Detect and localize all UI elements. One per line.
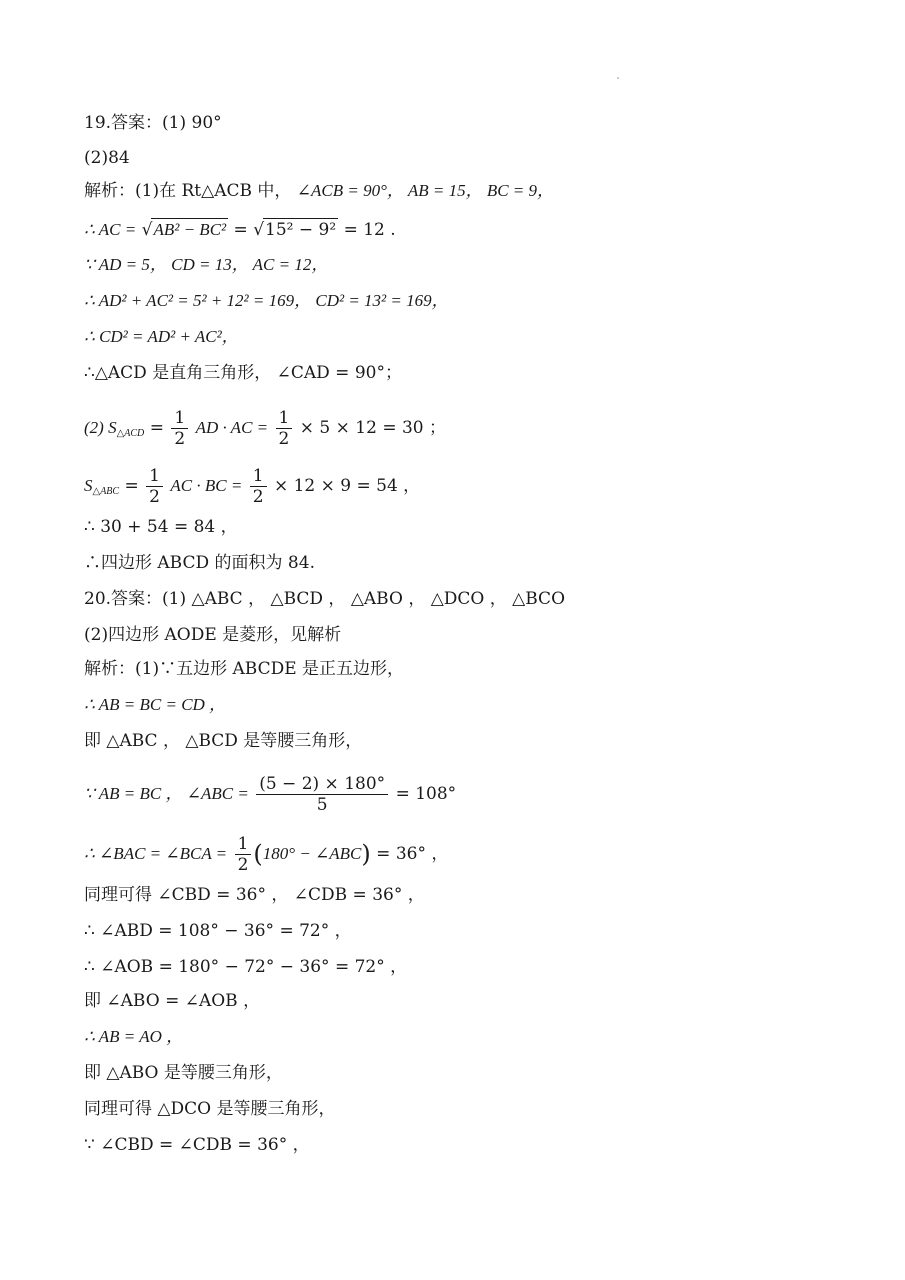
q20-step-ab-ao: ∴ AB = AO ， xyxy=(84,1027,184,1046)
fraction-half: $\frac{1}{2}$ xyxy=(250,466,267,507)
q20-step-abd: ∴ ∠ABD = 108° − 36° = 72° ， xyxy=(84,921,352,941)
q19-analysis-math: ∠ACB = 90°， AB = 15， BC = 9， xyxy=(296,181,555,200)
q20-bac-end: = 36° ， xyxy=(376,844,449,864)
q19-analysis-prefix: 解析：(1)在 Rt△ACB 中， xyxy=(84,181,292,201)
q19-area-abc xyxy=(84,466,420,507)
q20-step-angles-eq: 即 ∠ABO = ∠AOB ， xyxy=(84,991,261,1011)
q19-step-ac xyxy=(84,218,396,241)
q20-analysis-start: 解析：(1)∵五边形 ABCDE 是正五边形， xyxy=(84,659,405,679)
q20-abc-den: 5 xyxy=(316,795,328,815)
q20-step-abc xyxy=(84,774,456,815)
q20-step-abo-iso: 即 △ABO 是等腰三角形， xyxy=(84,1063,283,1083)
q20-step-cbd: 同理可得 ∠CBD = 36° ， ∠CDB = 36° ， xyxy=(84,885,425,905)
q19-area2-mid: AC · BC = xyxy=(170,476,243,495)
q19-step-right: ∴△ACD 是直角三角形， ∠CAD = 90°； xyxy=(84,363,402,383)
q19-step-sum: ∴ AD² + AC² = 5² + 12² = 169， CD² = 13² = 169， xyxy=(84,291,449,310)
q20-step-dco-iso: 同理可得 △DCO 是等腰三角形， xyxy=(84,1099,336,1119)
fraction-half: $\frac{1}{2}$ xyxy=(171,408,188,449)
sqrt-symbol: √ xyxy=(141,220,153,240)
q20-abc-num: (5 − 2) × 180° xyxy=(256,774,388,795)
q19-area1-end: × 5 × 12 = 30 ； xyxy=(299,418,447,438)
q20-answer: 20.答案：(1) △ABC ， △BCD ， △ABO ， △DCO ， △BCO xyxy=(84,589,566,609)
fraction-half: $\frac{1}{2}$ xyxy=(235,834,252,875)
q19-ac-eq: = xyxy=(233,220,248,240)
q19-conclusion: ∴四边形 ABCD 的面积为 84. xyxy=(84,553,315,573)
q19-answer: 19.答案：(1) 90° xyxy=(84,113,222,133)
q19-area-acd xyxy=(84,408,446,449)
fraction-angle xyxy=(256,774,388,815)
q20-answer-2: (2)四边形 AODE 是菱形，见解析 xyxy=(84,625,342,645)
q20-step-isosceles: 即 △ABC ， △BCD 是等腰三角形， xyxy=(84,731,363,751)
q19-area2-sub: △ABC xyxy=(92,486,120,497)
q20-step-eq-sides: ∴ AB = BC = CD ， xyxy=(84,695,227,714)
q20-bac-prefix: ∴ ∠BAC = ∠BCA = xyxy=(84,844,228,863)
q19-step-cd: ∴ CD² = AD² + AC²， xyxy=(84,327,239,346)
q19-answer-2: (2)84 xyxy=(84,148,130,168)
q19-area2-label: S xyxy=(84,476,93,495)
q19-area2-eq: = xyxy=(124,476,139,496)
q19-area1-mid: AD · AC = xyxy=(195,418,269,437)
q20-step-bac xyxy=(84,834,448,875)
q19-ac-end: = 12 . xyxy=(343,220,396,240)
q19-area1-sub: △ACD xyxy=(116,428,145,439)
q19-ac-lhs: ∴ AC = xyxy=(84,220,137,239)
q19-ac-radicand-2: 15² − 9² xyxy=(265,220,337,240)
fraction-half: $\frac{1}{2}$ xyxy=(146,466,163,507)
paren-open: ( xyxy=(253,840,263,868)
paren-close: ) xyxy=(361,840,371,868)
q20-step-aob: ∴ ∠AOB = 180° − 72° − 36° = 72° ， xyxy=(84,957,408,977)
q20-abc-prefix: ∵ AB = BC ， ∠ABC = xyxy=(84,784,249,803)
q20-bac-inner: 180° − ∠ABC xyxy=(262,844,362,863)
q20-abc-end: = 108° xyxy=(395,784,457,804)
q19-analysis-1 xyxy=(84,180,554,202)
fraction-half: $\frac{1}{2}$ xyxy=(276,408,293,449)
q20-step-final: ∵ ∠CBD = ∠CDB = 36° ， xyxy=(84,1135,310,1155)
scan-dot xyxy=(617,77,619,79)
q19-area1-label: (2) S xyxy=(84,418,117,437)
sqrt-symbol: √ xyxy=(253,220,265,240)
q19-step-given: ∵ AD = 5， CD = 13， AC = 12， xyxy=(84,255,329,274)
q19-area2-end: × 12 × 9 = 54 ， xyxy=(273,476,421,496)
q19-ac-radicand-1: AB² − BC² xyxy=(153,220,227,239)
q19-step-total: ∴ 30 + 54 = 84 ， xyxy=(84,517,238,537)
q19-area1-eq: = xyxy=(149,418,164,438)
